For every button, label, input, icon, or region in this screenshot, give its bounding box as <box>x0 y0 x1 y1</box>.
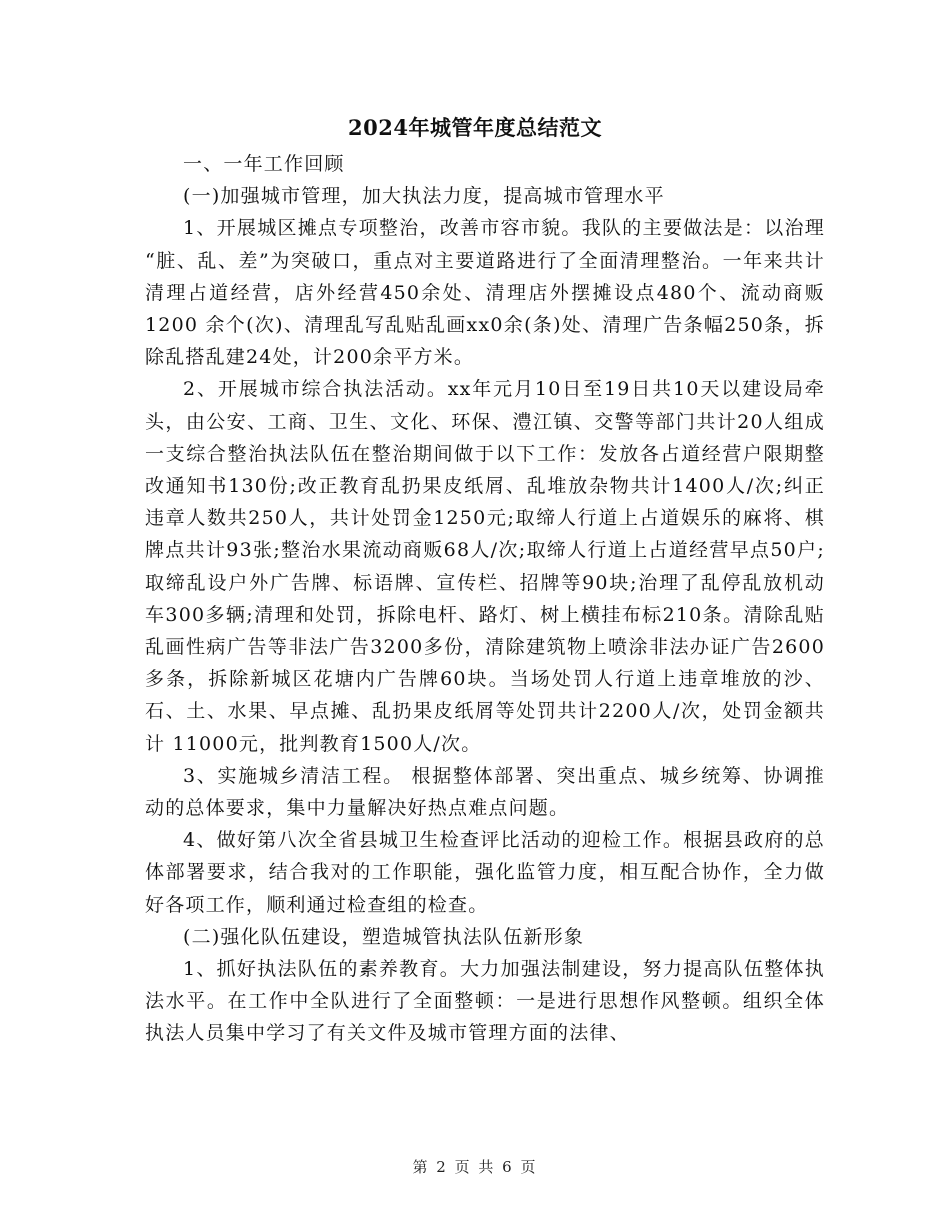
page-footer: 第 2 页 共 6 页 <box>412 1158 538 1176</box>
subsection-heading: (二)强化队伍建设，塑造城管执法队伍新形象 <box>183 925 585 948</box>
body-paragraph: 1、开展城区摊点专项整治，改善市容市貌。我队的主要做法是：以治理 “脏、乱、差”为突破口，重点对主要道路进行了全面清理整治。一年来共计清理占道经营，店外经营450余处、清理店外摆摊设点480个、流动商贩1200 余个(次)、清理乱写乱贴乱画xx0余(条)处、清理广告条幅250条，拆除乱搭乱建24处，计200余平方米。 <box>145 217 825 369</box>
body-paragraph: 4、做好第八次全省县城卫生检查评比活动的迎检工作。根据县政府的总体部署要求，结合我对的工作职能，强化监管力度，相互配合协作，全力做好各项工作，顺利通过检查组的检查。 <box>145 829 825 916</box>
document-title: 2024年城管年度总结范文 <box>348 115 602 140</box>
document-body <box>145 148 825 1050</box>
section-heading: 一、一年工作回顾 <box>183 153 345 175</box>
body-paragraph: 1、抓好执法队伍的素养教育。大力加强法制建设，努力提高队伍整体执法水平。在工作中全队进行了全面整顿：一是进行思想作风整顿。组织全体执法人员集中学习了有关文件及城市管理方面的法律、 <box>145 958 825 1045</box>
body-paragraph: 3、实施城乡清洁工程。 根据整体部署、突出重点、城乡统筹、协调推动的总体要求，集中力量解决好热点难点问题。 <box>145 764 825 820</box>
subsection-heading: (一)加强城市管理，加大执法力度，提高城市管理水平 <box>183 185 665 208</box>
body-paragraph: 2、开展城市综合执法活动。xx年元月10日至19日共10天以建设局牵头，由公安、工商、卫生、文化、环保、澧江镇、交警等部门共计20人组成一支综合整治执法队伍在整治期间做于以下工作：发放各占道经营户限期整改通知书130份;改正教育乱扔果皮纸屑、乱堆放杂物共计1400人/次;纠正违章人数共250人，共计处罚金1250元;取缔人行道上占道娱乐的麻将、棋牌点共计93张;整治水果流动商贩68人/次;取缔人行道上占道经营早点50户;取缔乱设户外广告牌、标语牌、宣传栏、招牌等90块;治理了乱停乱放机动车300多辆;清理和处罚，拆除电杆、路灯、树上横挂布标210条。清除乱贴乱画性病广告等非法广告3200多份，清除建筑物上喷涂非法办证广告2600 多条，拆除新城区花塘内广告牌60块。当场处罚人行道上违章堆放的沙、石、土、水果、早点摊、乱扔果皮纸屑等处罚共计2200人/次，处罚金额共计 11000元，批判教育1500人/次。 <box>145 378 825 755</box>
